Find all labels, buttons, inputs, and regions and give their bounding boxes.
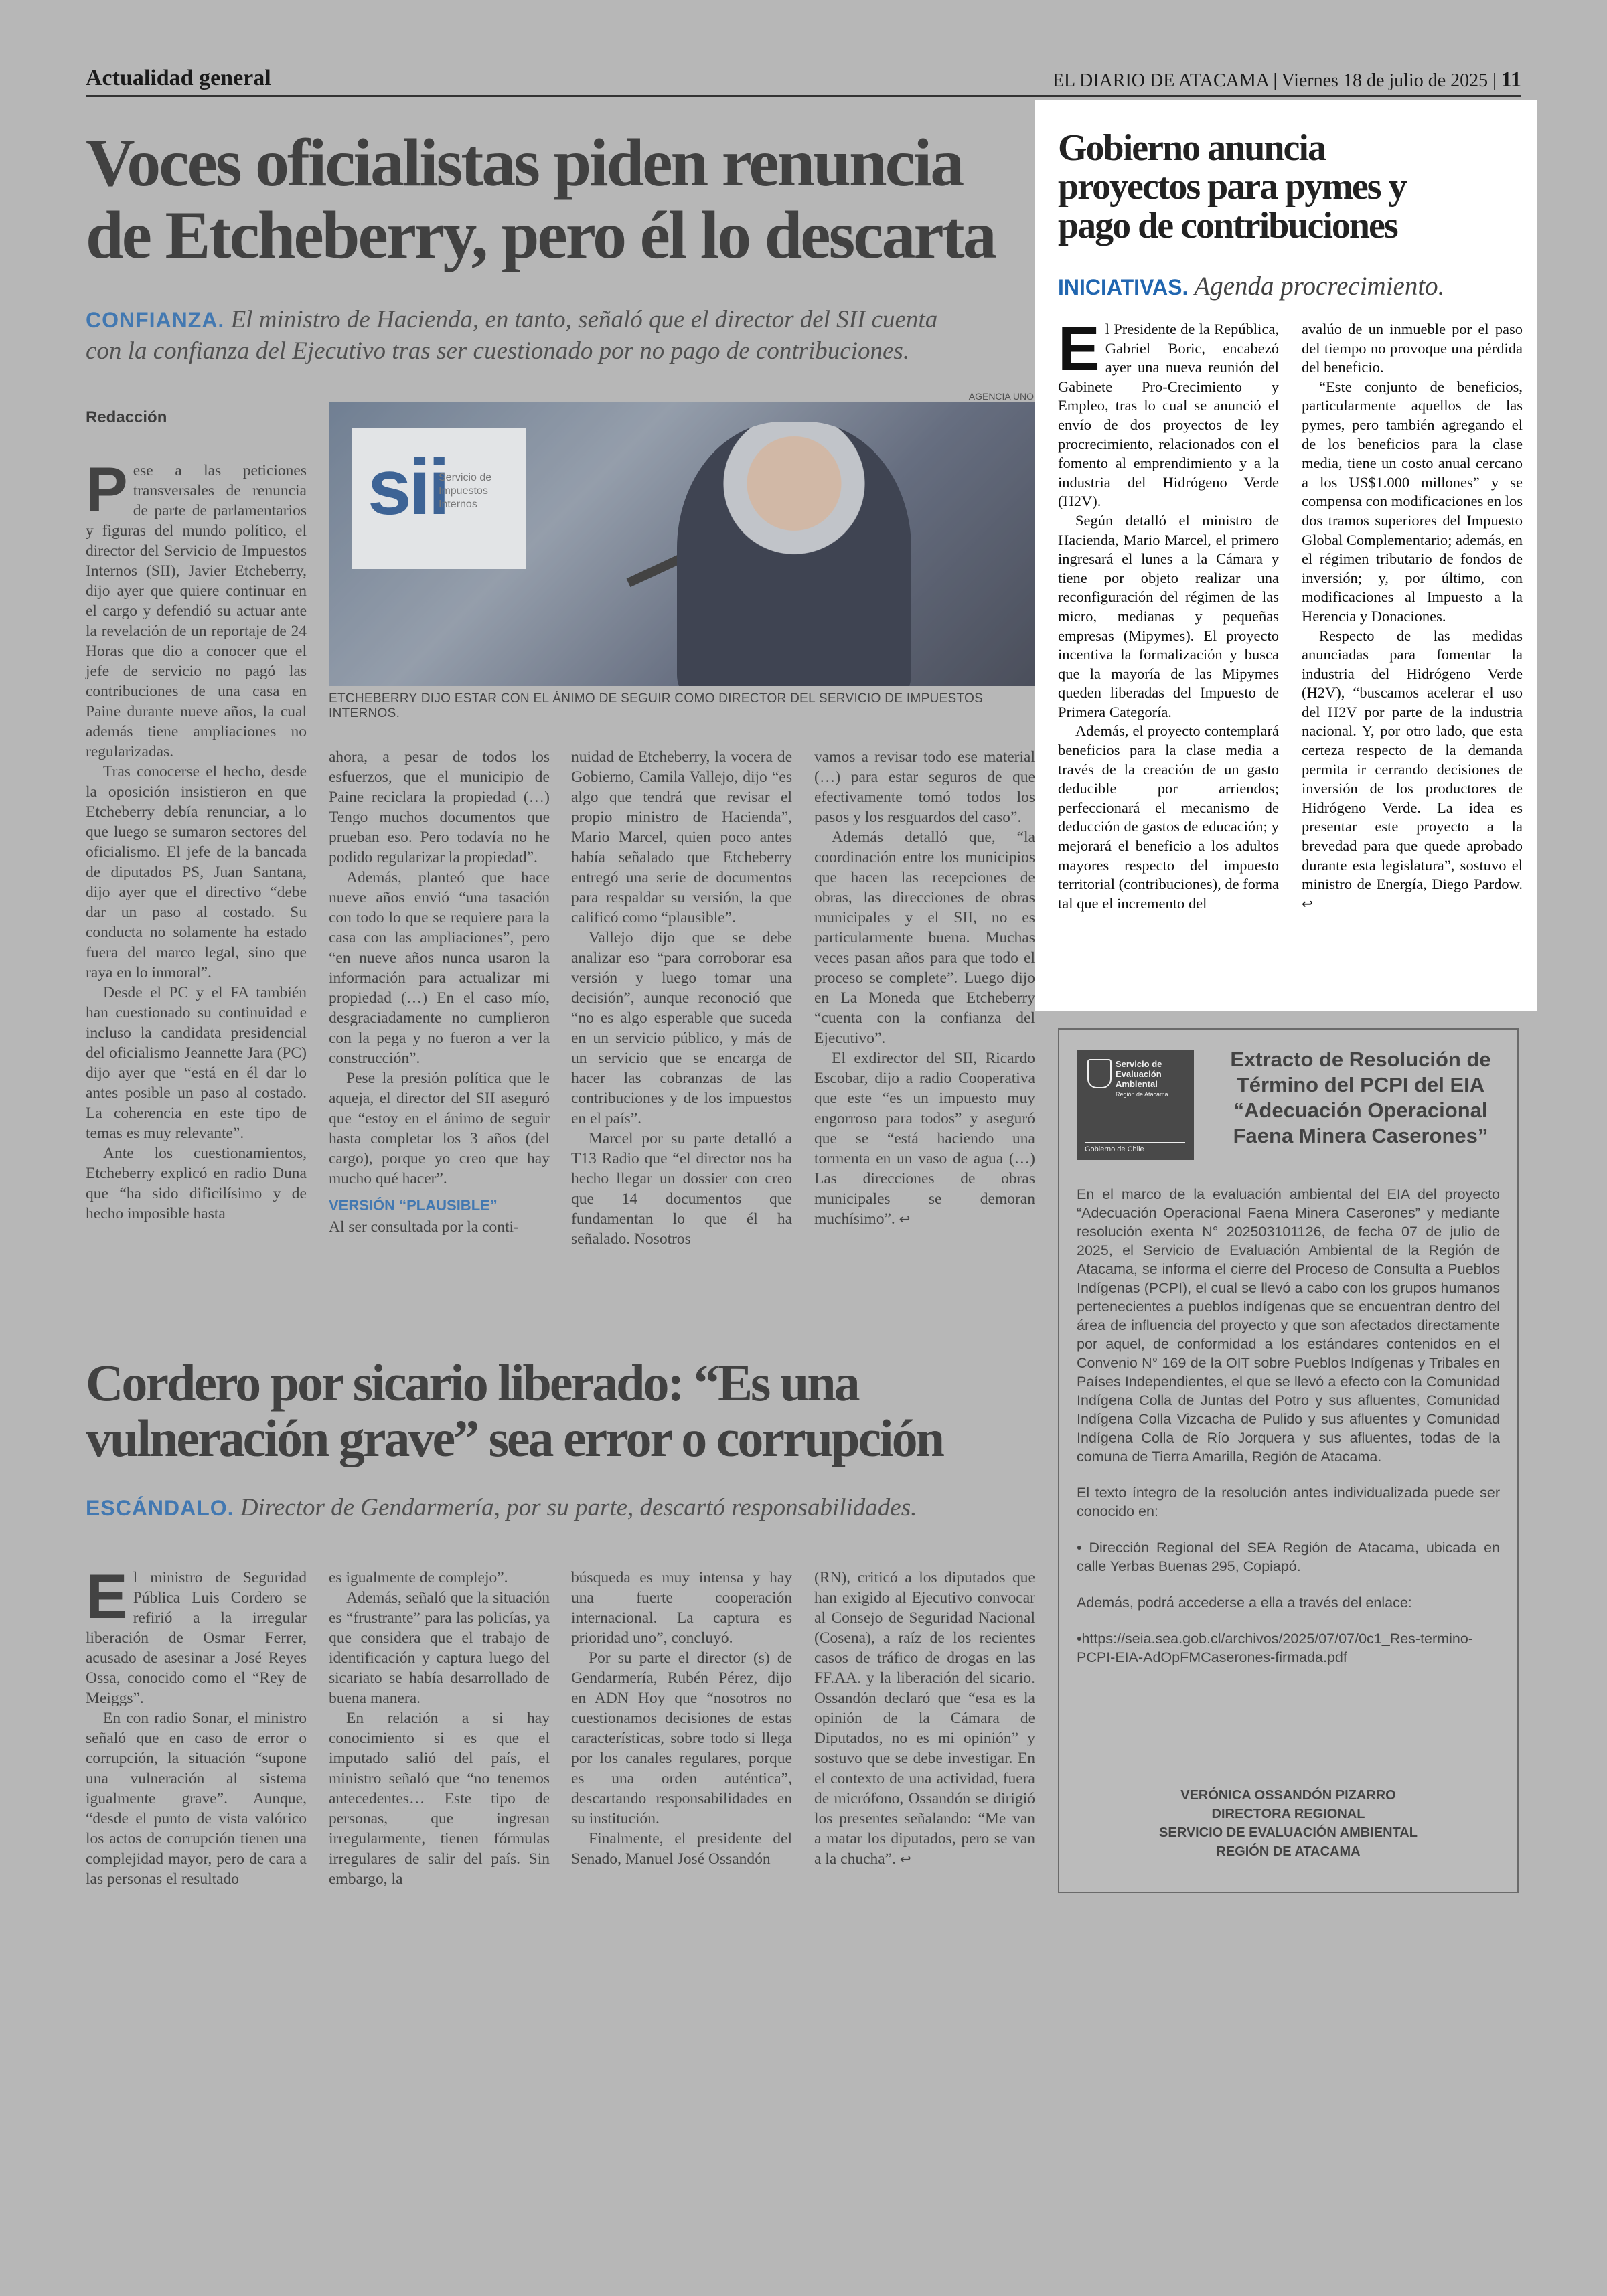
paragraph: Finalmente, el presidente del Senado, Manuel José Ossandón xyxy=(571,1830,792,1868)
paragraph: ahora, a pesar de todos los esfuerzos, que el municipio de Paine reciclara la propiedad (…) Tengo muchos documentos que prueban eso. Pero todavía no he podido regularizar la propiedad”. xyxy=(329,748,550,866)
logo-line: Ambiental xyxy=(1116,1079,1158,1089)
paragraph: En con radio Sonar, el ministro señaló que en caso de error o corrupción, la situación “supone una vulneración al sistema igualmente grave”. Aunque, “desde el punto de vista valórico los actos de corrupción tienen una complejidad mayor, pero de cara a las personas el resultado xyxy=(86,1710,307,1888)
paragraph: Además detalló que, “la coordinación entre los municipios que hacen las recepciones de obras, las direcciones de obras municipales y el SII, no es particularmente buena. Muchas veces pasan años para que todo el proceso se complete”. Luego dijo en La Moneda que Etcheberry “cuenta con la confianza del Ejecutivo”. xyxy=(814,829,1035,1047)
sea-logo xyxy=(1077,1050,1194,1160)
paragraph: Pese la presión política que le aqueja, el director del SII aseguró que “estoy en el ánimo de seguir hasta completar los 3 años (del cargo), porque yo creo que hay mucho qué hacer”. xyxy=(329,1070,550,1187)
paragraph: Además, señaló que la situación es “frustrante” para las policías, ya que considera que el trabajo de identificación y captura luego del sicariato se había desarrollado de buena manera. xyxy=(329,1589,550,1707)
paragraph: Al ser consultada por la conti- xyxy=(329,1218,519,1236)
paragraph: En el marco de la evaluación ambiental del EIA del proyecto “Adecuación Operacional Faena Minera Caserones” y mediante resolución exenta N° 202503101126, de fecha 07 de julio de 2025, el Servicio de Evaluación Ambiental de la Región de Atacama, se informa el cierre del Proceso de Consulta a Pueblos Indígenas (PCPI), el cual se llevó a cabo con los grupos humanos pertenecientes a pueblos indígenas que se encuentran dentro del área de influencia del proyecto y que son afectados directamente por aquel, de conformidad a los estándares contenidos en el Convenio N° 169 de la OIT sobre Pueblos Indígenas y Tribales en Países Independientes, el que se llevó a efecto con la Comunidad Indígena Colla de Juntas del Potro y sus afluentes, Comunidad Indígena Colla Vizcacha de Pulido y sus afluentes y Comunidad Indígena Colla de Río Jorquera y sus afluentes, todas de la comuna de Tierra Amarilla, Región de Atacama. xyxy=(1077,1186,1500,1465)
notice-title xyxy=(1220,1047,1501,1149)
paragraph: En relación a si hay conocimiento si es que el imputado salió del país, el ministro señaló que “no tenemos antecedentes… Este tipo de personas, que ingresan irregularmente, tienen fórmulas irregulares de salir del país. Sin embargo, la xyxy=(329,1710,550,1888)
shield-icon xyxy=(1087,1059,1112,1088)
kicker-tag: INICIATIVAS. xyxy=(1058,275,1189,299)
article-photo xyxy=(329,402,1035,686)
paragraph: Ante los cuestionamientos, Etcheberry explicó en radio Duna que “ha sido dificilísimo y de hecho imposible hasta xyxy=(86,1145,307,1222)
article-column xyxy=(329,1568,550,1889)
article-column xyxy=(1058,313,1279,913)
paragraph: nuidad de Etcheberry, la vocera de Gobierno, Camila Vallejo, dijo “es algo que tendrá que revisar el propio ministro de Hacienda”, Mario Marcel, quien poco antes había señalado que Etcheberry entregó una serie de documentos para respaldar su versión, la que calificó como “plausible”. xyxy=(571,748,792,926)
logo-line: Evaluación xyxy=(1116,1069,1162,1079)
byline: Redacción xyxy=(86,408,167,426)
article-column xyxy=(571,747,792,1249)
headline-line: Voces oficialistas piden renuncia xyxy=(86,125,963,201)
kicker-text: Agenda procrecimiento. xyxy=(1194,272,1445,301)
paragraph: Desde el PC y el FA también han cuestionado su continuidad e incluso la candidata presidencial del oficialismo Jeannette Jara (PC) dijo ayer que “está en él dar lo antes posible un paso al costado. La coherencia en este tipo de temas es muy relevante”. xyxy=(86,984,307,1142)
drop-cap: E xyxy=(1058,313,1100,384)
article-column xyxy=(814,747,1035,1229)
paragraph: Por su parte el director (s) de Gendarmería, Rubén Pérez, dijo en ADN Hoy que “nosotros no cuestionamos decisiones de estas características, sobre todo si llega por los canales regulares, porque es una orden auténtica”, descartando responsabilidades en su institución. xyxy=(571,1649,792,1827)
person-figure xyxy=(677,422,911,686)
headline-line: proyectos para pymes y xyxy=(1058,166,1406,208)
logo-line: Servicio de xyxy=(1116,1059,1162,1069)
paragraph: Además, planteó que hace nueve años envió “una tasación con todo lo que se requiere para la casa con las ampliaciones”, pero “en nueve años nunca usaron la información para actualizar mi propiedad (…) En el caso mío, desgraciadamente no cumplieron con la pega y no fueron a ver la construcción”. xyxy=(329,869,550,1067)
signature-line: SERVICIO DE EVALUACIÓN AMBIENTAL xyxy=(1159,1825,1418,1840)
paragraph: Respecto de las medidas anunciadas para fomentar la industria del Hidrógeno Verde (H2V), “buscamos acelerar el uso del H2V por parte de la industria nacional. Y, por otro lado, que esta certeza respecto de la demanda permita ir cerrando decisiones de inversión de los productores de Hidrógeno Verde. La idea es presentar este proyecto a la brevedad para que quede aprobado durante esta legislatura”, sostuvo el ministro de Energía, Diego Pardow. xyxy=(1302,627,1523,893)
logo-text xyxy=(1116,1059,1162,1089)
article-headline xyxy=(86,1356,1050,1466)
end-mark-icon: ↩ xyxy=(899,1851,911,1867)
article-kicker xyxy=(1058,271,1444,301)
article-kicker xyxy=(86,305,1037,367)
newspaper-name: EL DIARIO DE ATACAMA xyxy=(1052,70,1269,91)
title-line: Faena Minera Caserones” xyxy=(1233,1124,1488,1147)
kicker-tag: ESCÁNDALO. xyxy=(86,1496,234,1520)
signature-line: DIRECTORA REGIONAL xyxy=(1211,1807,1365,1821)
notice-signature xyxy=(1077,1786,1500,1861)
title-line: Término del PCPI del EIA xyxy=(1236,1073,1485,1096)
headline-line: Cordero por sicario liberado: “Es una xyxy=(86,1354,858,1412)
logo-government: Gobierno de Chile xyxy=(1085,1142,1185,1153)
paragraph: Según detalló el ministro de Hacienda, Mario Marcel, el primero ingresará el lunes a la Cámara y tiene por objeto realizar una reconfiguración del régimen de las micro, medianas y pequeñas empresas (Mipymes). El proyecto incentiva la formalización y busca que la mayoría de las Mipymes queden liberadas del Impuesto de Primera Categoría. xyxy=(1058,511,1279,720)
paragraph: l Presidente de la República, Gabriel Boric, encabezó ayer una nueva reunión del Gabinete Pro-Crecimiento y Empleo, tras lo cual se anunció el envío de dos proyectos de ley procrecimiento, relacionados con el fomento al emprendimiento y a la industria del Hidrógeno Verde (H2V). xyxy=(1058,321,1279,510)
sii-sign-text: Servicio de Impuestos Internos xyxy=(439,472,492,510)
paragraph: Además, podrá accederse a ella a través del enlace: xyxy=(1077,1594,1412,1611)
paragraph: (RN), criticó a los diputados que han exigido al Ejecutivo convocar al Consejo de Seguridad Nacional (Cosena), a raíz de los recientes casos de tráfico de drogas en las FF.AA. y la liberación del sicario. Ossandón declaró que “esa es la opinión de la Cámara de Diputados, no es mi opinión” y sostuvo que se debe investigar. En el contexto de una actividad, fuera de micrófono, Ossandón se dirigió los presentes señalando: “Me van a matar los diputados, pero se van a la chucha”. xyxy=(814,1569,1035,1868)
kicker-text: Director de Gendarmería, por su parte, descartó responsabilidades. xyxy=(240,1494,917,1522)
page-number: 11 xyxy=(1501,67,1521,91)
subhead: VERSIÓN “PLAUSIBLE” xyxy=(329,1197,498,1214)
paragraph: ese a las peticiones transversales de renuncia de parte de parlamentarios y figuras del mundo político, el director del Servicio de Impuestos Internos (SII), Javier Etcheberry, dijo ayer que quiere continuar en el cargo y defendió su actuar ante la revelación de un reportaje de 24 Horas que dio a conocer que el jefe de servicio no pagó las contribuciones de una casa en Paine durante nueve años, la cual además tiene ampliaciones no regularizadas. xyxy=(86,462,307,760)
article-column xyxy=(1302,320,1523,913)
article-column xyxy=(571,1568,792,1869)
paragraph: El texto íntegro de la resolución antes individualizada puede ser conocido en: xyxy=(1077,1485,1500,1520)
paragraph: Vallejo dijo que se debe analizar eso “para corroborar esa versión y luego tomar una decisión”, aunque reconoció que “no es algo esperable que suceda en un servicio público, y más de un servicio que se encarga de hacer las cobranzas de las contribuciones y de los impuestos en el país”. xyxy=(571,929,792,1127)
photo-caption: ETCHEBERRY DIJO ESTAR CON EL ÁNIMO DE SEGUIR COMO DIRECTOR DEL SERVICIO DE IMPUESTOS INTERNOS. xyxy=(329,691,984,720)
article-column xyxy=(86,454,307,1224)
paragraph: Marcel por su parte detalló a T13 Radio que “el director nos ha hecho llegar un dossier con creo que 14 documentos que fundamentan lo que él ha señalado. Nosotros xyxy=(571,1130,792,1248)
logo-region: Región de Atacama xyxy=(1116,1091,1168,1098)
headline-line: vulneración grave” sea error o corrupción xyxy=(86,1408,943,1467)
paragraph: búsqueda es muy intensa y hay una fuerte cooperación internacional. La captura es prioridad uno”, concluyó. xyxy=(571,1569,792,1647)
article-headline xyxy=(86,127,1037,272)
article-column xyxy=(814,1568,1035,1869)
signature-line: VERÓNICA OSSANDÓN PIZARRO xyxy=(1180,1788,1396,1803)
paragraph: vamos a revisar todo ese material (…) para estar seguros de que efectivamente tomó todos los pasos y los resguardos del caso”. xyxy=(814,748,1035,826)
headline-line: pago de contribuciones xyxy=(1058,205,1397,246)
photo-credit: AGENCIA UNO xyxy=(968,391,1034,402)
paragraph: l ministro de Seguridad Pública Luis Cordero se refirió a la irregular liberación de Osmar Ferrer, acusado de asesinar a José Reyes Ossa, conocido como el “Rey de Meiggs”. xyxy=(86,1569,307,1707)
article-kicker xyxy=(86,1493,1050,1524)
article-column xyxy=(329,747,550,1237)
title-line: Extracto de Resolución de xyxy=(1230,1048,1491,1071)
paragraph: “Este conjunto de beneficios, particularmente aquellos de las pymes, pero también agregando el de los beneficios para la clase media, tiene un costo anual cercano a los US$1.000 millones” y se compensa con modificaciones en los dos tramos superiores del Impuesto Global Complementario; además, en el régimen tributario de fondos de inversión; y, por último, con modificaciones al Impuesto a la Herencia y Donaciones. xyxy=(1302,378,1523,625)
signature-line: REGIÓN DE ATACAMA xyxy=(1216,1844,1361,1859)
notice-link[interactable]: •https://seia.sea.gob.cl/archivos/2025/07/07/0c1_Res-termino-PCPI-EIA-AdOpFMCaserones-firmada.pdf xyxy=(1077,1631,1473,1665)
paragraph: • Dirección Regional del SEA Región de Atacama, ubicada en calle Yerbas Buenas 295, Copiapó. xyxy=(1077,1540,1500,1574)
notice-body xyxy=(1077,1185,1500,1667)
header-rule xyxy=(86,95,1521,97)
paragraph: Tras conocerse el hecho, desde la oposición insistieron en que Etcheberry debía renunciar, a lo que luego se sumaron sectores del oficialismo. El jefe de la bancada de diputados PS, Juan Santana, dijo ayer que el directivo “debe dar un paso al costado. Su conducta no solamente ha estado fuera del marco legal, sino que raya en lo inmoral”. xyxy=(86,763,307,981)
paragraph: El exdirector del SII, Ricardo Escobar, dijo a radio Cooperativa que este “es un impuesto muy engorroso para todos” y aseguró que se “está haciendo una tormenta en un vaso de agua (…) Las direcciones de obras municipales se demoran muchísimo”. xyxy=(814,1050,1035,1228)
paragraph: avalúo de un inmueble por el paso del tiempo no provoque una pérdida del beneficio. xyxy=(1302,321,1523,376)
legal-notice xyxy=(1058,1028,1519,1893)
kicker-line: con la confianza del Ejecutivo tras ser cuestionado por no pago de contribuciones. xyxy=(86,337,910,365)
headline-line: de Etcheberry, pero él lo descarta xyxy=(86,197,995,274)
drop-cap: P xyxy=(86,454,128,524)
issue-date: Viernes 18 de julio de 2025 xyxy=(1281,70,1488,91)
article-column xyxy=(86,1561,307,1889)
kicker-line: El ministro de Hacienda, en tanto, señaló que el director del SII cuenta xyxy=(230,306,938,333)
end-mark-icon: ↩ xyxy=(1302,895,1313,912)
page-header-info: EL DIARIO DE ATACAMA | Viernes 18 de julio de 2025 | 11 xyxy=(1052,67,1521,91)
drop-cap: E xyxy=(86,1561,128,1631)
paragraph: es igualmente de complejo”. xyxy=(329,1569,508,1586)
sii-logo: sii xyxy=(368,443,448,531)
sii-sign xyxy=(352,428,526,569)
article-headline xyxy=(1058,129,1527,245)
kicker-tag: CONFIANZA. xyxy=(86,308,225,332)
end-mark-icon: ↩ xyxy=(899,1211,911,1227)
paragraph: Además, el proyecto contemplará beneficios para la clase media a través de la creación de un gasto deducible por arriendos; perfeccionará el mecanismo de deducción de gastos de educación; y mejorará el beneficio a los adultos mayores respecto del impuesto territorial (contribuciones), de forma tal que el incremento del xyxy=(1058,722,1279,912)
headline-line: Gobierno anuncia xyxy=(1058,127,1325,169)
section-title: Actualidad general xyxy=(86,66,271,90)
title-line: “Adecuación Operacional xyxy=(1233,1098,1488,1122)
